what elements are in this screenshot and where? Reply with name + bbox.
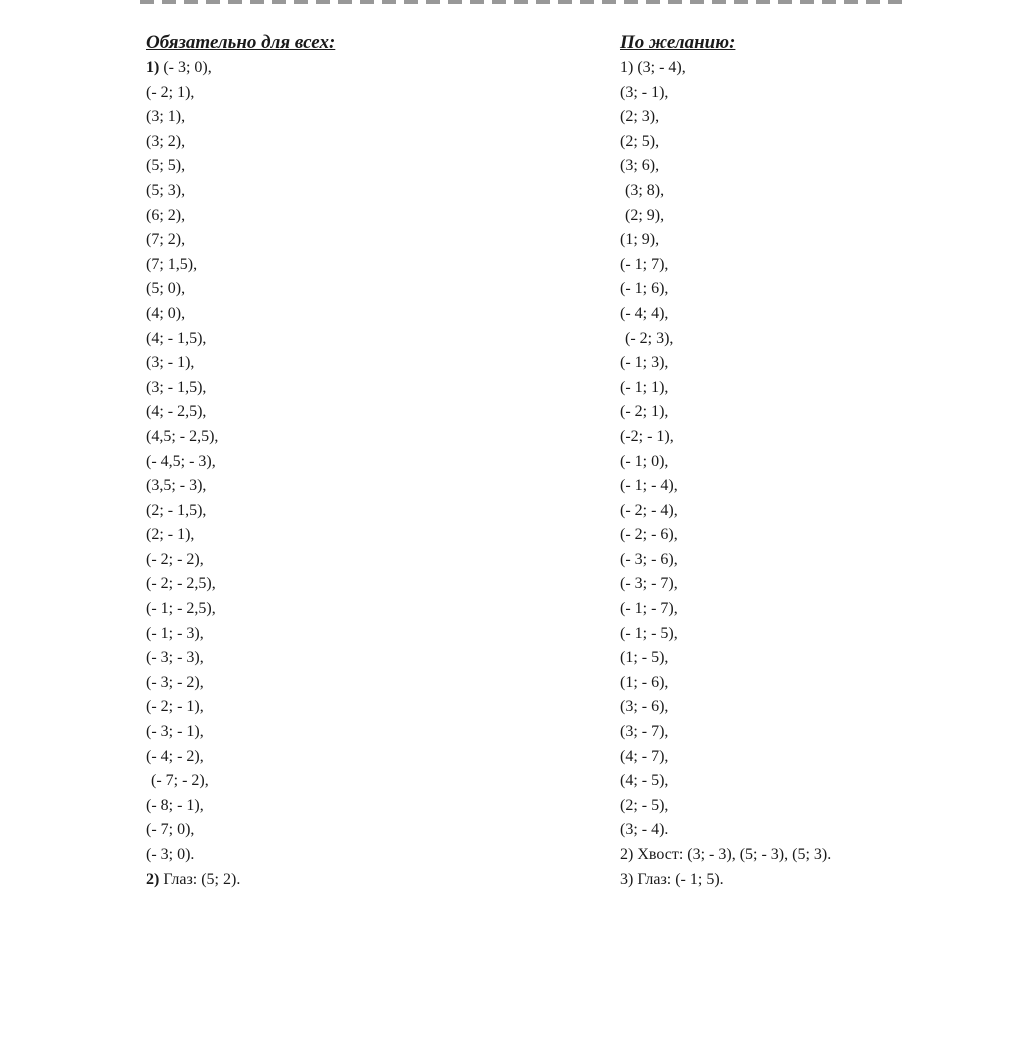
heading-mandatory: Обязательно для всех: — [146, 32, 336, 53]
coordinate-item — [146, 523, 335, 548]
coordinate-item — [620, 671, 831, 696]
coordinate-text: (- 7; 0), — [146, 821, 195, 839]
coordinate-item — [146, 499, 335, 524]
coordinate-item — [620, 818, 831, 843]
coordinate-text: 3) Глаз: (- 1; 5). — [620, 870, 724, 888]
coordinate-item — [620, 572, 831, 597]
coordinate-item — [146, 769, 335, 794]
coordinate-item — [146, 671, 335, 696]
coordinate-text: (- 2; 3), — [625, 329, 674, 347]
coordinate-text: (4; - 1,5), — [146, 329, 207, 347]
coordinate-item — [146, 302, 335, 327]
coordinate-text: (- 3; - 7), — [620, 575, 678, 593]
coordinate-text: (2; 5), — [620, 132, 660, 150]
coordinate-text: (2; - 5), — [620, 796, 669, 814]
coordinate-item — [620, 130, 831, 155]
coordinate-item — [620, 253, 831, 278]
step-number: 1) — [146, 59, 160, 76]
coordinate-text: (4,5; - 2,5), — [146, 427, 219, 445]
coordinate-item — [620, 474, 831, 499]
coordinate-item — [620, 400, 831, 425]
coordinate-item — [146, 400, 335, 425]
coordinate-item — [620, 228, 831, 253]
coordinate-text: (- 8; - 1), — [146, 796, 204, 814]
coordinate-text: (3; 2), — [146, 132, 186, 150]
coordinate-text: (1; - 5), — [620, 649, 669, 667]
coordinate-item — [620, 105, 831, 130]
coordinate-text: Глаз: (5; 2). — [159, 870, 241, 888]
coordinate-text: (- 1; - 4), — [620, 477, 678, 495]
coordinate-item — [146, 720, 335, 745]
column-mandatory — [146, 32, 335, 892]
coordinate-item — [146, 130, 335, 155]
coordinate-item — [620, 327, 831, 352]
coordinate-item — [146, 376, 335, 401]
coordinate-text: (- 3; - 6), — [620, 550, 678, 568]
coordinate-item — [146, 843, 335, 868]
coordinate-text: (4; - 5), — [620, 772, 669, 790]
coordinate-text: (- 4; - 2), — [146, 747, 204, 765]
coordinate-text: (- 2; - 2), — [146, 550, 204, 568]
coordinate-text: (- 2; - 1), — [146, 698, 204, 716]
coordinate-item — [620, 277, 831, 302]
coordinate-text: (- 7; - 2), — [151, 772, 209, 790]
coordinate-item — [620, 302, 831, 327]
coordinate-text: (- 4; 4), — [620, 304, 669, 322]
coordinate-text: (5; 0), — [146, 280, 186, 298]
coordinate-item — [620, 179, 831, 204]
coordinate-text: 2) Хвост: (3; - 3), (5; - 3), (5; 3). — [620, 846, 832, 863]
coordinate-item — [620, 154, 831, 179]
coordinate-text: (2; - 1), — [146, 526, 195, 544]
coordinate-item — [146, 474, 335, 499]
coordinate-item — [146, 228, 335, 253]
coordinate-text: (- 2; 1), — [620, 403, 669, 421]
coordinate-text: (- 3; 0). — [146, 846, 195, 863]
coordinate-item — [146, 425, 335, 450]
coordinate-item — [620, 622, 831, 647]
coordinate-item — [146, 572, 335, 597]
coordinate-text: (- 1; 3), — [620, 354, 669, 372]
coordinate-item — [146, 622, 335, 647]
coordinate-item — [146, 597, 335, 622]
coordinate-text: (2; 9), — [625, 206, 665, 224]
coordinate-item — [620, 523, 831, 548]
coordinate-item — [146, 105, 335, 130]
coordinate-text: (6; 2), — [146, 206, 186, 224]
coordinate-item — [620, 769, 831, 794]
coordinate-item — [620, 351, 831, 376]
coordinate-text: (- 2; - 4), — [620, 501, 678, 519]
coordinate-item — [620, 425, 831, 450]
coordinate-item — [146, 745, 335, 770]
coordinate-text: (5; 5), — [146, 157, 186, 175]
coordinate-text: (- 3; - 2), — [146, 673, 204, 691]
coordinate-text: (4; - 2,5), — [146, 403, 207, 421]
coordinate-text: (3; 6), — [620, 157, 660, 175]
coordinate-text: (- 1; - 2,5), — [146, 600, 216, 618]
coordinate-text: (2; 3), — [620, 108, 660, 126]
coordinate-text: (3,5; - 3), — [146, 477, 207, 495]
coordinate-text: 1) (3; - 4), — [620, 59, 686, 76]
heading-optional: По желанию: — [620, 32, 736, 53]
coordinate-text: (- 3; - 3), — [146, 649, 204, 667]
cropped-text-line — [140, 0, 910, 4]
coordinate-text: (3; 8), — [625, 181, 665, 199]
coordinate-text: (4; 0), — [146, 304, 186, 322]
coordinate-text: (4; - 7), — [620, 747, 669, 765]
coordinate-item — [620, 548, 831, 573]
coordinate-text: (3; 1), — [146, 108, 186, 126]
coordinate-list-mandatory — [146, 56, 335, 892]
coordinate-item — [620, 597, 831, 622]
coordinate-item — [146, 154, 335, 179]
coordinate-text: (-2; - 1), — [620, 427, 674, 445]
coordinate-item — [620, 204, 831, 229]
coordinate-text: (- 1; 6), — [620, 280, 669, 298]
coordinate-text: (3; - 7), — [620, 723, 669, 741]
column-optional — [620, 32, 831, 892]
coordinate-text: (- 1; - 3), — [146, 624, 204, 642]
coordinate-text: (- 2; - 6), — [620, 526, 678, 544]
coordinate-text: (3; - 6), — [620, 698, 669, 716]
coordinate-item — [146, 646, 335, 671]
coordinate-item — [620, 450, 831, 475]
coordinate-text: (7; 1,5), — [146, 255, 198, 273]
coordinate-text: (7; 2), — [146, 231, 186, 249]
coordinate-item — [146, 56, 335, 81]
coordinate-item — [146, 204, 335, 229]
coordinate-text: (3; - 1,5), — [146, 378, 207, 396]
coordinate-item — [620, 720, 831, 745]
coordinate-item — [146, 868, 335, 893]
coordinate-text: (- 3; - 1), — [146, 723, 204, 741]
coordinate-text: (- 1; - 5), — [620, 624, 678, 642]
coordinate-list-optional — [620, 56, 831, 892]
coordinate-item — [146, 351, 335, 376]
coordinate-text: (1; 9), — [620, 231, 660, 249]
coordinate-text: (3; - 4). — [620, 821, 669, 839]
coordinate-text: (1; - 6), — [620, 673, 669, 691]
coordinate-item — [620, 499, 831, 524]
coordinate-item — [620, 794, 831, 819]
coordinate-item — [620, 81, 831, 106]
coordinate-item — [146, 818, 335, 843]
coordinate-item — [146, 81, 335, 106]
coordinate-item — [620, 843, 831, 868]
coordinate-item — [146, 450, 335, 475]
coordinate-item — [146, 794, 335, 819]
coordinate-item — [620, 376, 831, 401]
coordinate-item — [620, 646, 831, 671]
coordinate-text: (- 4,5; - 3), — [146, 452, 216, 470]
coordinate-item — [146, 179, 335, 204]
coordinate-item — [146, 327, 335, 352]
coordinate-item — [146, 695, 335, 720]
coordinate-text: (3; - 1), — [146, 354, 195, 372]
coordinate-item — [620, 745, 831, 770]
coordinate-text: (- 3; 0), — [159, 59, 212, 76]
coordinate-item — [620, 56, 831, 81]
coordinate-item — [620, 695, 831, 720]
coordinate-item — [146, 548, 335, 573]
coordinate-text: (- 2; - 2,5), — [146, 575, 216, 593]
coordinate-item — [146, 253, 335, 278]
step-number: 2) — [146, 870, 160, 888]
coordinate-text: (3; - 1), — [620, 83, 669, 101]
coordinate-text: (- 1; 0), — [620, 452, 669, 470]
coordinate-text: (- 2; 1), — [146, 83, 195, 101]
coordinate-text: (2; - 1,5), — [146, 501, 207, 519]
coordinate-item — [146, 277, 335, 302]
coordinate-item — [620, 868, 831, 893]
coordinate-text: (- 1; - 7), — [620, 600, 678, 618]
coordinate-text: (- 1; 7), — [620, 255, 669, 273]
coordinate-text: (5; 3), — [146, 181, 186, 199]
coordinate-text: (- 1; 1), — [620, 378, 669, 396]
